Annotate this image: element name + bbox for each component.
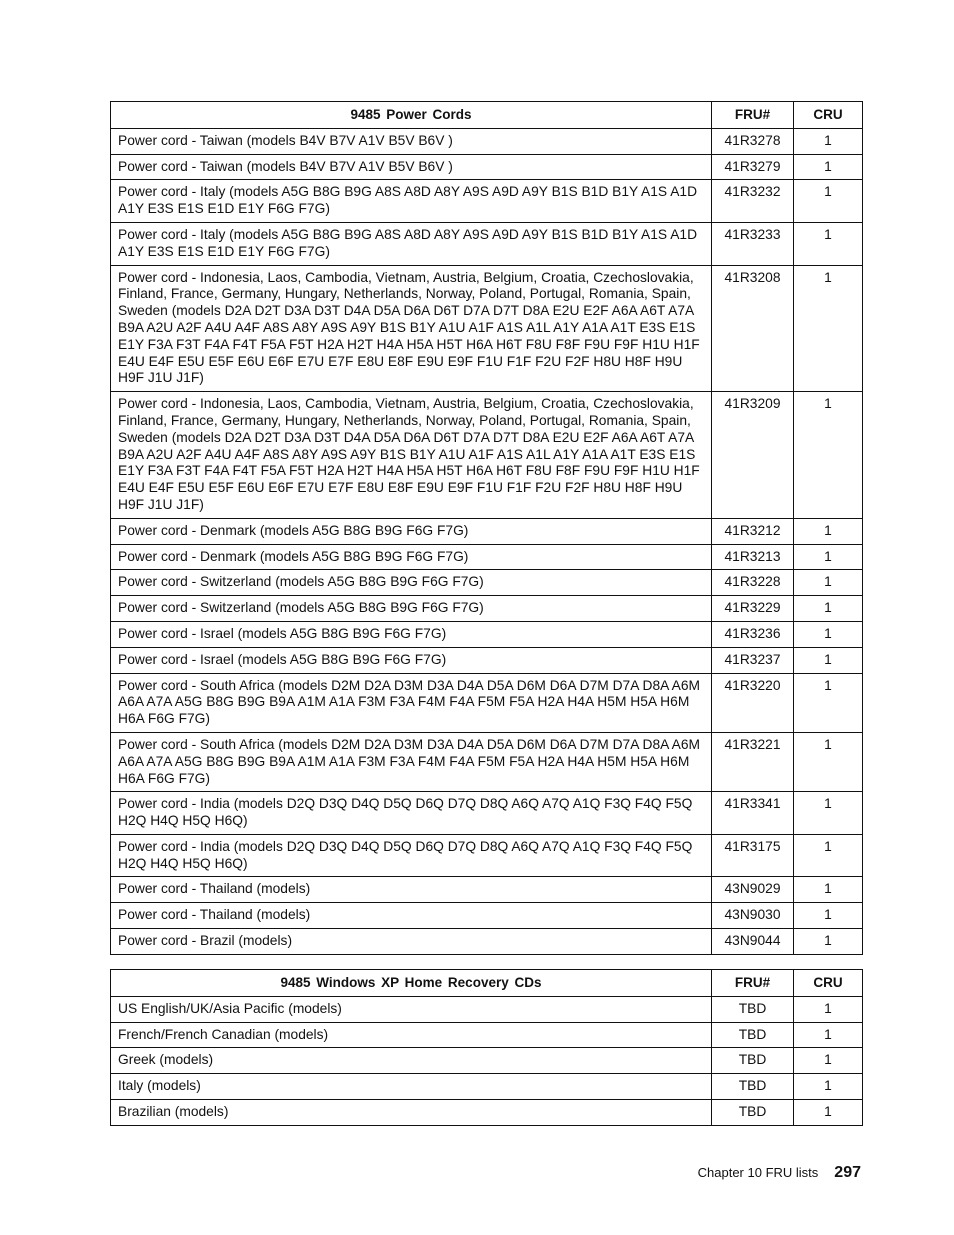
table-row [111, 996, 863, 1022]
table-header-row [111, 102, 863, 129]
cru-value: 1 [794, 128, 863, 154]
column-header-fru: FRU# [712, 970, 794, 997]
table-row [111, 518, 863, 544]
cru-value: 1 [794, 673, 863, 732]
cru-value: 1 [794, 1022, 863, 1048]
table-row [111, 180, 863, 223]
table-row [111, 570, 863, 596]
part-description: Italy (models) [111, 1074, 712, 1100]
cru-value: 1 [794, 621, 863, 647]
part-description: Power cord - Taiwan (models B4V B7V A1V B5V B6V ) [111, 128, 712, 154]
part-description: Power cord - Indonesia, Laos, Cambodia, Vietnam, Austria, Belgium, Croatia, Czechoslovakia, Finland, France, Germany, Hungary, Netherlands, Norway, Poland, Portugal, Romania, Spain, Sweden (models D2A D2T D3A D3T D4A D5A D6A D6T D7A D7T D8A E2U E2F A6A A6T A7A B9A A2U A2F A4U A4F A8S A8Y A9S A9Y B1S B1Y A1U A1F A1S A1L A1Y A1A A1T E3S E1S E1Y F3A F3T F4A F4T F5A F5T H2A H2T H4A H5A H5T H6A H6T F8U F8F F9U F9F H1U H1F E4U E4F E5U E5F E6U E6F E7U E7F E8U E8F E9U E9F F1U F1F F2U F2F H8U H8F H9U H9F J1U J1F) [111, 392, 712, 519]
page-footer [698, 1163, 861, 1183]
fru-number: 43N9044 [712, 929, 794, 955]
recovery-cds-body [111, 996, 863, 1125]
cru-value: 1 [794, 222, 863, 265]
fru-number: 41R3232 [712, 180, 794, 223]
cru-value: 1 [794, 596, 863, 622]
table-row [111, 128, 863, 154]
fru-number: 41R3221 [712, 732, 794, 791]
fru-number: 41R3278 [712, 128, 794, 154]
power-cords-table [110, 101, 863, 955]
fru-number: 43N9029 [712, 877, 794, 903]
fru-number: 41R3236 [712, 621, 794, 647]
cru-value: 1 [794, 792, 863, 835]
fru-number: 41R3341 [712, 792, 794, 835]
fru-number: 41R3208 [712, 265, 794, 392]
fru-number: 41R3229 [712, 596, 794, 622]
fru-number: 41R3209 [712, 392, 794, 519]
part-description: Power cord - Brazil (models) [111, 929, 712, 955]
fru-number: TBD [712, 996, 794, 1022]
cru-value: 1 [794, 877, 863, 903]
cru-value: 1 [794, 544, 863, 570]
fru-number: 43N9030 [712, 903, 794, 929]
fru-number: 41R3228 [712, 570, 794, 596]
part-description: Greek (models) [111, 1048, 712, 1074]
table-row [111, 1048, 863, 1074]
cru-value: 1 [794, 929, 863, 955]
table-row [111, 1022, 863, 1048]
part-description: Power cord - India (models D2Q D3Q D4Q D5Q D6Q D7Q D8Q A6Q A7Q A1Q F3Q F4Q F5Q H2Q H4Q H5Q H6Q) [111, 792, 712, 835]
table-row [111, 621, 863, 647]
cru-value: 1 [794, 518, 863, 544]
column-header-cru: CRU [794, 102, 863, 129]
table-row [111, 673, 863, 732]
cru-value: 1 [794, 570, 863, 596]
part-description: Power cord - Thailand (models) [111, 877, 712, 903]
part-description: Power cord - Denmark (models A5G B8G B9G F6G F7G) [111, 518, 712, 544]
fru-number: 41R3212 [712, 518, 794, 544]
table-row [111, 792, 863, 835]
table-row [111, 929, 863, 955]
part-description: Power cord - Indonesia, Laos, Cambodia, Vietnam, Austria, Belgium, Croatia, Czechoslovakia, Finland, France, Germany, Hungary, Netherlands, Norway, Poland, Portugal, Romania, Spain, Sweden (models D2A D2T D3A D3T D4A D5A D6A D6T D7A D7T D8A E2U E2F A6A A6T A7A B9A A2U A2F A4U A4F A8S A8Y A9S A9Y B1S B1Y A1U A1F A1S A1L A1Y A1A A1T E3S E1S E1Y F3A F3T F4A F4T F5A F5T H2A H2T H4A H5A H5T H6A H6T F8U F8F F9U F9F H1U H1F E4U E4F E5U E5F E6U E6F E7U E7F E8U E8F E9U E9F F1U F1F F2U F2F H8U H8F H9U H9F J1U J1F) [111, 265, 712, 392]
table-row [111, 877, 863, 903]
table-header-row [111, 970, 863, 997]
column-header-fru: FRU# [712, 102, 794, 129]
recovery-cds-table [110, 969, 863, 1126]
part-description: Power cord - Switzerland (models A5G B8G B9G F6G F7G) [111, 596, 712, 622]
part-description: Power cord - South Africa (models D2M D2A D3M D3A D4A D5A D6M D6A D7M D7A D8A A6M A6A A7A A5G B8G B9G B9A A1M A1A F3M F3A F4M F4A F5M F5A H2A H4A H5M H5A H6M H6A F6G F7G) [111, 732, 712, 791]
cru-value: 1 [794, 647, 863, 673]
part-description: Power cord - Italy (models A5G B8G B9G A8S A8D A8Y A9S A9D A9Y B1S B1D B1Y A1S A1D A1Y E3S E1S E1D E1Y F6G F7G) [111, 222, 712, 265]
cru-value: 1 [794, 265, 863, 392]
part-description: US English/UK/Asia Pacific (models) [111, 996, 712, 1022]
fru-number: 41R3279 [712, 154, 794, 180]
page-number: 297 [834, 1164, 861, 1181]
part-description: Power cord - Denmark (models A5G B8G B9G F6G F7G) [111, 544, 712, 570]
cru-value: 1 [794, 996, 863, 1022]
part-description: Power cord - Switzerland (models A5G B8G B9G F6G F7G) [111, 570, 712, 596]
table-row [111, 732, 863, 791]
cru-value: 1 [794, 154, 863, 180]
fru-number: 41R3213 [712, 544, 794, 570]
cru-value: 1 [794, 834, 863, 877]
table-row [111, 392, 863, 519]
part-description: Power cord - Israel (models A5G B8G B9G F6G F7G) [111, 647, 712, 673]
table-row [111, 544, 863, 570]
cru-value: 1 [794, 392, 863, 519]
table-row [111, 903, 863, 929]
table-row [111, 154, 863, 180]
cru-value: 1 [794, 903, 863, 929]
table-row [111, 834, 863, 877]
table-row [111, 222, 863, 265]
table-row [111, 596, 863, 622]
cru-value: 1 [794, 732, 863, 791]
part-description: Power cord - Israel (models A5G B8G B9G F6G F7G) [111, 621, 712, 647]
part-description: Power cord - Italy (models A5G B8G B9G A8S A8D A8Y A9S A9D A9Y B1S B1D B1Y A1S A1D A1Y E3S E1S E1D E1Y F6G F7G) [111, 180, 712, 223]
fru-number: TBD [712, 1099, 794, 1125]
column-header-description: 9485 Power Cords [111, 102, 712, 129]
fru-number: 41R3237 [712, 647, 794, 673]
table-row [111, 265, 863, 392]
fru-number: TBD [712, 1074, 794, 1100]
column-header-description: 9485 Windows XP Home Recovery CDs [111, 970, 712, 997]
part-description: Power cord - India (models D2Q D3Q D4Q D5Q D6Q D7Q D8Q A6Q A7Q A1Q F3Q F4Q F5Q H2Q H4Q H5Q H6Q) [111, 834, 712, 877]
table-row [111, 1099, 863, 1125]
power-cords-body [111, 128, 863, 954]
fru-number: 41R3175 [712, 834, 794, 877]
cru-value: 1 [794, 180, 863, 223]
part-description: Power cord - Thailand (models) [111, 903, 712, 929]
cru-value: 1 [794, 1074, 863, 1100]
fru-number: TBD [712, 1022, 794, 1048]
part-description: Power cord - South Africa (models D2M D2A D3M D3A D4A D5A D6M D6A D7M D7A D8A A6M A6A A7A A5G B8G B9G B9A A1M A1A F3M F3A F4M F4A F5M F5A H2A H4A H5M H5A H6M H6A F6G F7G) [111, 673, 712, 732]
part-description: Brazilian (models) [111, 1099, 712, 1125]
table-row [111, 1074, 863, 1100]
cru-value: 1 [794, 1048, 863, 1074]
part-description: French/French Canadian (models) [111, 1022, 712, 1048]
part-description: Power cord - Taiwan (models B4V B7V A1V B5V B6V ) [111, 154, 712, 180]
cru-value: 1 [794, 1099, 863, 1125]
fru-number: 41R3233 [712, 222, 794, 265]
table-row [111, 647, 863, 673]
fru-number: TBD [712, 1048, 794, 1074]
fru-number: 41R3220 [712, 673, 794, 732]
chapter-label: Chapter 10 FRU lists [697, 1165, 819, 1180]
column-header-cru: CRU [794, 970, 863, 997]
